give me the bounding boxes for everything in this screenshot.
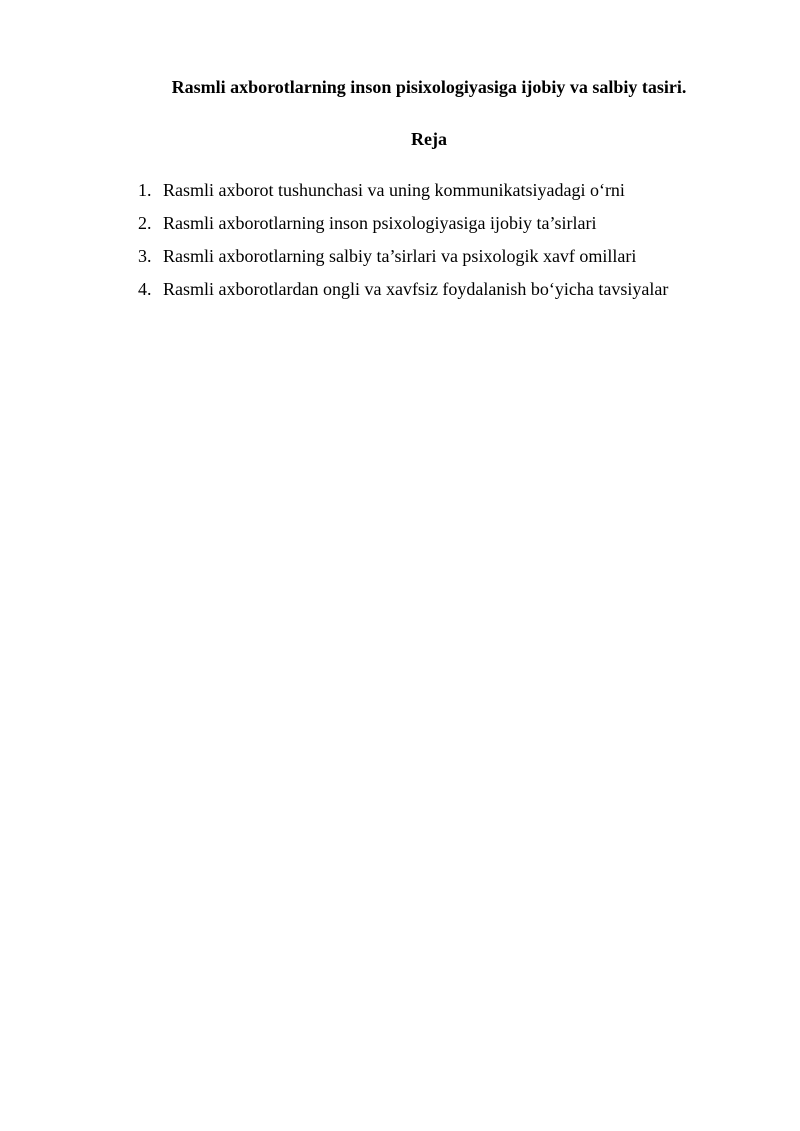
plan-list <box>138 178 668 310</box>
plan-item-3 <box>138 244 668 277</box>
plan-item-text: Rasmli axborot tushunchasi va uning kommunikatsiyadagi o‘rni <box>163 180 625 200</box>
plan-item-number: 2. <box>138 213 152 233</box>
plan-item-text: Rasmli axborotlardan ongli va xavfsiz foydalanish bo‘yicha tavsiyalar <box>163 279 669 299</box>
plan-item-2 <box>138 211 668 244</box>
plan-item-text: Rasmli axborotlarning salbiy ta’sirlari va psixologik xavf omillari <box>163 246 637 266</box>
plan-item-4 <box>138 277 668 310</box>
plan-item-number: 4. <box>138 279 152 299</box>
plan-item-1 <box>138 178 668 211</box>
plan-item-number: 1. <box>138 180 152 200</box>
document-title: Rasmli axborotlarning inson pisixologiyasiga ijobiy va salbiy tasiri. <box>171 77 687 97</box>
plan-heading: Reja <box>411 129 447 149</box>
plan-item-text: Rasmli axborotlarning inson psixologiyasiga ijobiy ta’sirlari <box>163 213 597 233</box>
plan-item-number: 3. <box>138 246 152 266</box>
